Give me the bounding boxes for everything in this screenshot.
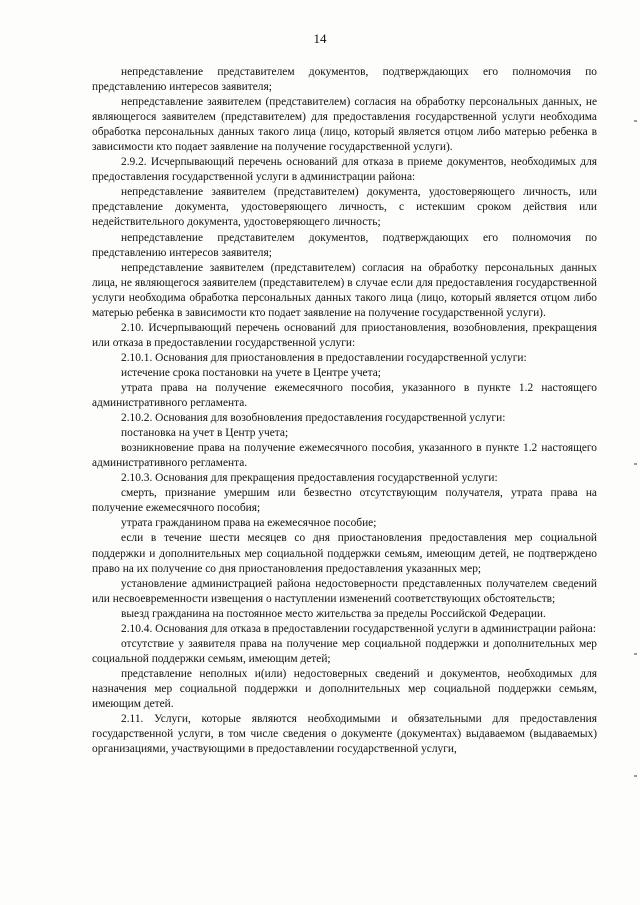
paragraph: непредставление представителем документов, подтверждающих его полномочия по представлению интересов заявителя; [92,231,597,259]
paragraph: постановка на учет в Центр учета; [121,427,289,440]
paragraph: отсутствие у заявителя права на получение мер социальной поддержки и дополнительных мер социальной поддержки семьям, имеющим детей; [92,637,597,665]
paragraph: непредставление заявителем (представителем) документа, удостоверяющего личность, или представление документа, удостоверяющего личность, с истекшим сроком действия или недействительного документа, удостоверяющего личность; [92,186,597,229]
scan-edge-mark [634,463,637,465]
paragraph: смерть, признание умершим или безвестно отсутствующим получателя, утрата права на получение ежемесячного пособия; [92,487,597,515]
paragraph: непредставление заявителем (представителем) согласия на обработку персональных данных, не являющегося заявителем (представителем) для предоставления государственной услуги необходима обработка персональных данных такого лица (лицо, который является отцом либо матерью ребенка в зависимости кто подает заявление на получение государственной услуги). [92,96,597,154]
paragraph: представление неполных и(или) недостоверных сведений и документов, необходимых для назначения мер социальной поддержки и дополнительных мер социальной поддержки семьям, имеющим детей. [92,667,597,710]
paragraph: утрата гражданином права на ежемесячное пособие; [121,517,377,530]
page-number: 14 [313,31,327,46]
paragraph: выезд гражданина на постоянное место жительства за пределы Российской Федерации. [121,607,546,620]
paragraph: утрата права на получение ежемесячного пособия, указанного в пункте 1.2 настоящего административного регламента. [92,381,597,410]
scan-edge-mark [634,120,637,122]
paragraph: 2.10.1. Основания для приостановления в предоставлении государственной услуги: [121,351,527,364]
paragraph: 2.10.2. Основания для возобновления предоставления государственной услуги: [121,412,506,425]
paragraph: непредставление представителем документов, подтверждающих его полномочия по представлению интересов заявителя; [92,66,597,94]
document-body [92,65,597,757]
paragraph: возникновение права на получение ежемесячного пособия, указанного в пункте 1.2 настоящего административного регламента. [92,442,597,470]
paragraph: установление администрацией района недостоверности представленных получателем сведений или несвоевременности извещения о наступлении изменений соответствующих обстоятельств; [92,577,597,605]
paragraph: 2.11. Услуги, которые являются необходимыми и обязательными для предоставления государственной услуги, в том числе сведения о документе (документах) выдаваемом (выдаваемых) организациями, участвующими в предоставлении государственной услуги, [92,713,597,756]
paragraph: непредставление заявителем (представителем) согласия на обработку персональных данных лица, не являющегося заявителем (представителем) в случае если для предоставления государственной услуги необходима обработка персональных данных такого лица (лицо, который является отцом либо матерью ребенка в зависимости кто подает заявление на получение государственной услуги). [92,261,597,319]
scan-edge-mark [634,653,637,655]
paragraph: 2.10.4. Основания для отказа в предоставлении государственной услуги в администрации района: [121,622,597,635]
paragraph: 2.10. Исчерпывающий перечень оснований для приостановления, возобновления, прекращения или отказа в предоставлении государственной услуги: [92,321,597,349]
paragraph: истечение срока постановки на учете в Центре учета; [121,366,381,379]
paragraph: если в течение шести месяцев со дня приостановления предоставления мер социальной поддержки и дополнительных мер социальной поддержки семьям, имеющим детей, не подтверждено право на их получение со дня приостановления предоставления указанных мер; [92,532,597,575]
scan-edge-mark [634,775,637,777]
paragraph: 2.10.3. Основания для прекращения предоставления государственной услуги: [121,472,498,485]
paragraph: 2.9.2. Исчерпывающий перечень оснований для отказа в приеме документов, необходимых для предоставления государственной услуги в администрации района: [92,156,597,184]
